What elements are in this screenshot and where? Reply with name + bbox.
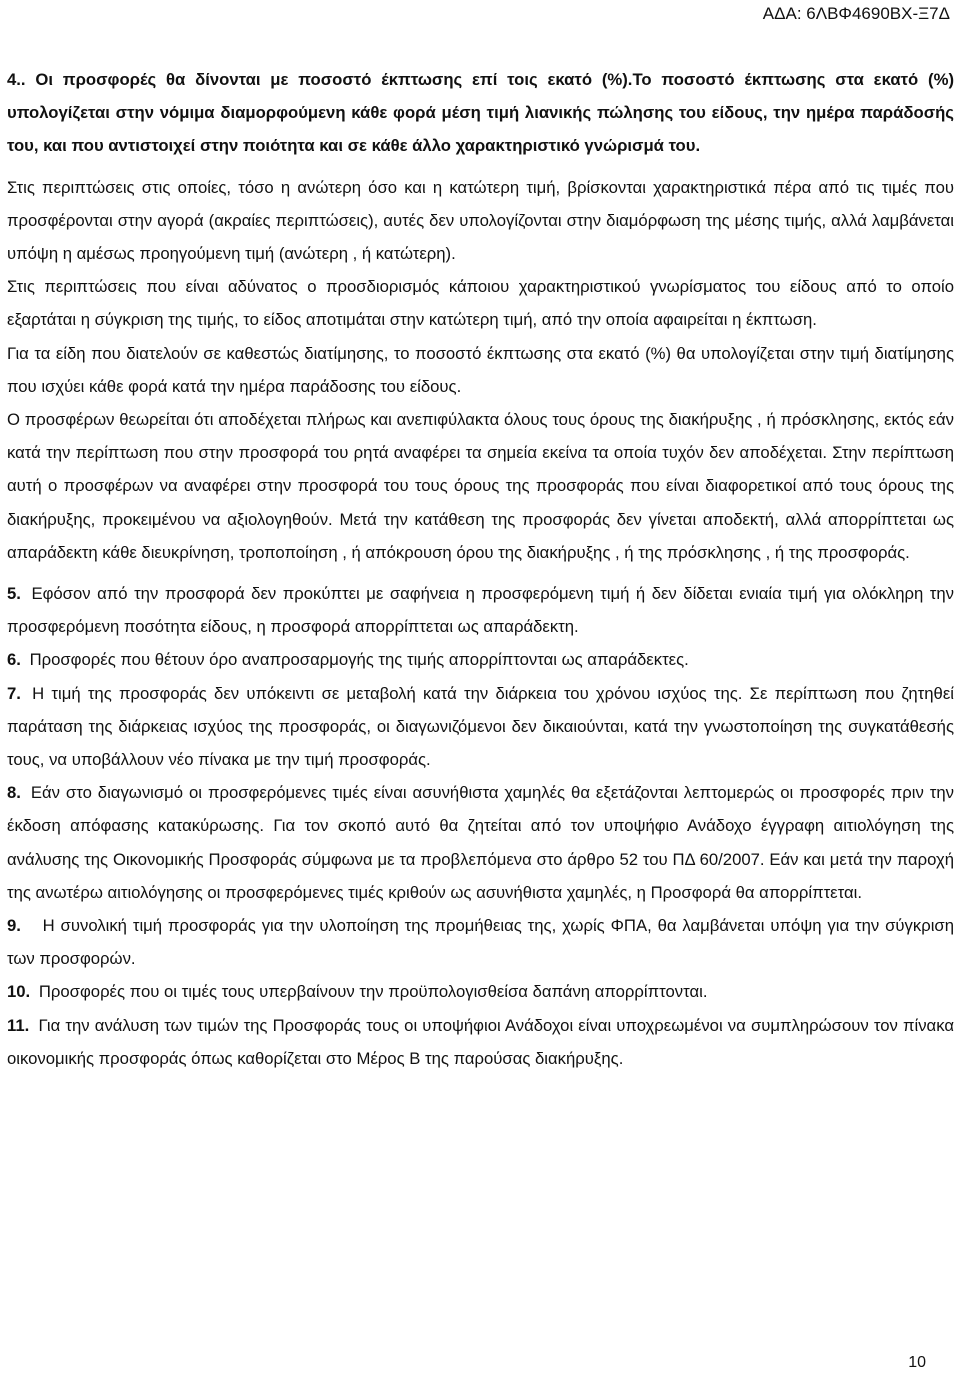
section-4-paragraph-4: Ο προσφέρων θεωρείται ότι αποδέχεται πλήρως και ανεπιφύλακτα όλους τους όρους της διακήρυξης , ή πρόσκλησης, εκτός εάν κατά την περίπτωση που στην προσφορά του ρητά αναφέρει τα σημεία εκείνα τα οποία τυχόν δεν αποδέχεται. Στην περίπτωση αυτή ο προσφέρων να αναφέρει στην προσφορά του τους όρους της προσφοράς που είναι διαφορετικοί από τους όρους της διακήρυξης, προκειμένου να αξιολογηθούν. Μετά την κατάθεση της προσφοράς δεν γίνεται αποδεκτή, αλλά απορρίπτεται ως απαράδεκτη κάθε διευκρίνηση, τροποποίηση , ή απόκρουση όρου της διακήρυξης , ή της πρόσκλησης , ή της προσφοράς. — [7, 410, 954, 562]
item-8-text: Εάν στο διαγωνισμό οι προσφερόμενες τιμές είναι ασυνήθιστα χαμηλές θα εξετάζονται λεπτομερώς οι προσφορές πριν την έκδοση απόφασης κατακύρωσης. Για τον σκοπό αυτό θα ζητείται από τον υποψήφιο Ανάδοχο έγγραφη αιτιολόγηση της ανάλυσης της Οικονομικής Προσφοράς σύμφωνα με τα προβλεπόμενα στο άρθρο 52 του ΠΔ 60/2007. Εάν και μετά την παροχή της ανωτέρω αιτιολόγησης οι προσφερόμενες τιμές κριθούν ως ασυνήθιστα χαμηλές, η Προσφορά θα απορρίπτεται. — [7, 783, 955, 902]
section-4-text: . Οι προσφορές θα δίνονται με ποσοστό έκπτωσης επί τοις εκατό (%).Το ποσοστό έκπτωσης στα εκατό (%) υπολογίζεται στην νόμιμα διαμορφούμενη κάθε φορά μέση τιμή λιανικής πώλησης του είδους, την ημέρα παράδοσής του, και που αντιστοιχεί στην ποιότητα και σε κάθε άλλο χαρακτηριστικό γνώρισμά του. — [7, 70, 954, 156]
item-11-number: 11. — [7, 1015, 30, 1035]
item-5-number: 5. — [7, 584, 21, 604]
section-4-number: 4. — [7, 70, 21, 89]
item-6-text: Προσφορές που θέτουν όρο αναπροσαρμογής της τιμής απορρίπτονται ως απαράδεκτες. — [29, 650, 689, 670]
item-10-text: Προσφορές που οι τιμές τους υπερβαίνουν την προϋπολογισθείσα δαπάνη απορρίπτονται. — [38, 982, 708, 1002]
section-4-paragraph-2: Στις περιπτώσεις που είναι αδύνατος ο προσδιορισμός κάποιου χαρακτηριστικού γνωρίσματος του είδους από το οποίο εξαρτάται η σύγκριση της τιμής, το είδος αποτιμάται στην κατώτερη τιμή, από την οποία αφαιρείται η έκπτωση. — [7, 277, 954, 330]
section-4-paragraph-1: Στις περιπτώσεις στις οποίες, τόσο η ανώτερη όσο και η κατώτερη τιμή, βρίσκονται χαρακτηριστικά πέρα από τις τιμές που προσφέρονται στην αγορά (ακραίες περιπτώσεις), αυτές δεν υπολογίζονται στην διαμόρφωση της μέσης τιμής, αλλά λαμβάνεται υπόψη η αμέσως προηγούμενη τιμή (ανώτερη , ή κατώτερη). — [7, 177, 954, 264]
item-7-text: Η τιμή της προσφοράς δεν υπόκειντι σε μεταβολή κατά την διάρκεια του χρόνου ισχύος της. Σε περίπτωση που ζητηθεί παράταση της διάρκειας ισχύος της προσφοράς, οι διαγωνιζόμενοι δεν δικαιούνται, κατά την γνωστοποίηση της συγκατάθεσής τους, να υποβάλλουν νέο πίνακα με την τιμή προσφοράς. — [7, 683, 954, 770]
document-body — [7, 63, 954, 1075]
list-item-8 — [7, 776, 954, 909]
item-6-number: 6. — [7, 650, 21, 670]
item-10-number: 10. — [7, 982, 31, 1002]
list-item-11 — [7, 1009, 954, 1075]
section-4-heading — [7, 63, 954, 163]
item-9-text: Η συνολική τιμή προσφοράς για την υλοποίηση της προμήθειας της, χωρίς ΦΠΑ, θα λαμβάνεται υπόψη για την σύγκριση των προσφορών. — [7, 916, 954, 969]
item-9-number: 9. — [7, 916, 21, 936]
item-11-text: Για την ανάλυση των τιμών της Προσφοράς τους οι υποψήφιοι Ανάδοχοι είναι υποχρεωμένοι να συμπληρώσουν τον πίνακα οικονομικής προσφοράς όπως καθορίζεται στο Μέρος Β της παρούσας διακήρυξης. — [7, 1015, 954, 1068]
item-5-text: Εφόσον από την προσφορά δεν προκύπτει με σαφήνεια η προσφερόμενη τιμή ή δεν δίδεται ενιαία τιμή για ολόκληρη την προσφερόμενη ποσότητα είδους, η προσφορά απορρίπτεται ως απαράδεκτη. — [7, 584, 954, 637]
list-item-10 — [7, 975, 954, 1008]
list-item-7 — [7, 677, 954, 777]
item-8-number: 8. — [7, 783, 21, 803]
list-item-5 — [7, 577, 954, 643]
section-4-paragraph-3: Για τα είδη που διατελούν σε καθεστώς διατίμησης, το ποσοστό έκπτωσης στα εκατό (%) θα υπολογίζεται στην τιμή διατίμησης που ισχύει κάθε φορά κατά την ημέρα παράδοσης του είδους. — [7, 343, 954, 396]
ada-header: ΑΔΑ: 6ΛΒΦ4690ΒΧ-Ξ7Δ — [762, 4, 950, 23]
list-item-6 — [7, 643, 954, 676]
page-number: 10 — [908, 1354, 926, 1371]
list-item-9 — [7, 909, 954, 975]
item-7-number: 7. — [7, 683, 21, 703]
